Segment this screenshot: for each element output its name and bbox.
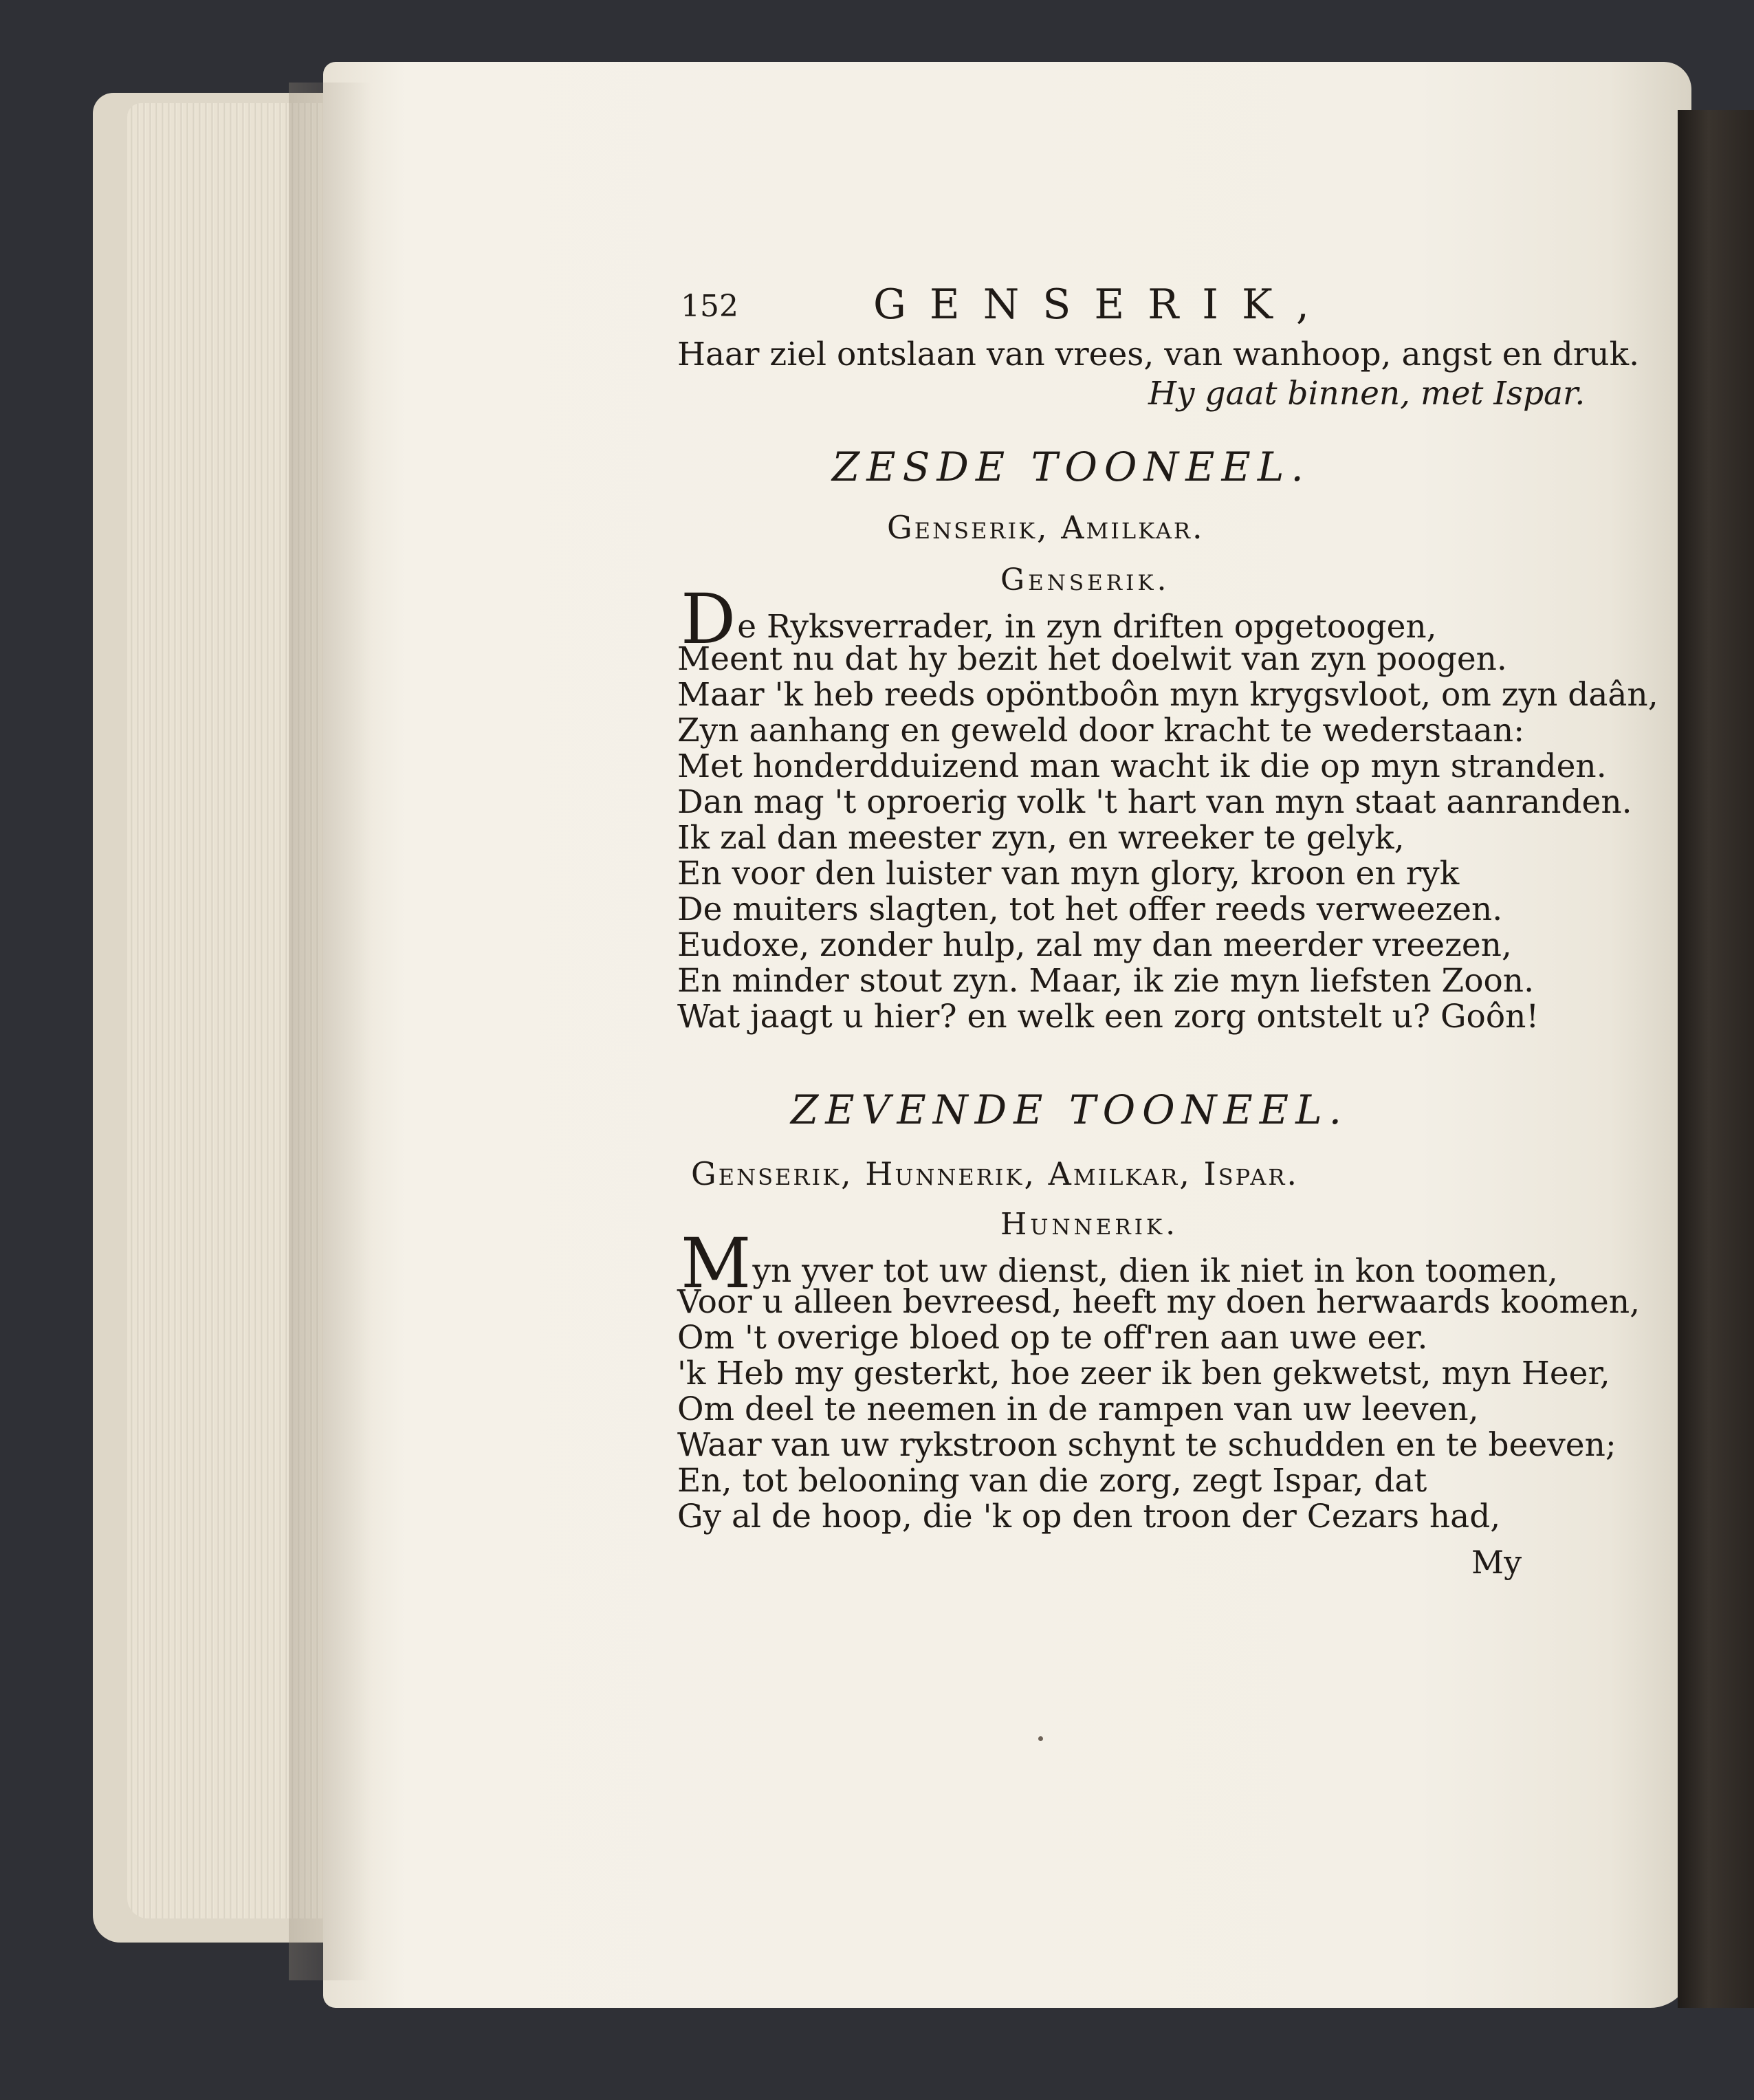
drop-cap: D [681, 579, 736, 659]
verse-line: Dan mag 't oproerig volk 't hart van myn staat aanranden. [677, 783, 1632, 821]
verse-line: Waar van uw rykstroon schynt te schudden en te beeven; [677, 1426, 1616, 1464]
verse-line: Haar ziel ontslaan van vrees, van wanhoop, angst en druk. [677, 336, 1640, 373]
verse-line: En, tot belooning van die zorg, zegt Ispar, dat [677, 1462, 1427, 1500]
verse-line: Om 't overige bloed op te off'ren aan uwe eer. [677, 1319, 1428, 1357]
page-number: 152 [681, 289, 738, 324]
verse-line: De muiters slagten, tot het offer reeds verweezen. [677, 890, 1503, 928]
verse-line: En minder stout zyn. Maar, ik zie myn liefsten Zoon. [677, 962, 1535, 1000]
running-head [681, 275, 1568, 330]
ink-spot [1038, 1736, 1043, 1741]
catchword: My [1471, 1544, 1522, 1581]
cast-list-7: Genserik, Hunnerik, Amilkar, Ispar. [691, 1155, 1300, 1192]
speaker-name: Genserik. [1000, 562, 1170, 598]
verse-line: En voor den luister van myn glory, kroon en ryk [677, 855, 1460, 893]
gutter-shadow [289, 83, 371, 1980]
verse-line: Voor u alleen bevreesd, heeft my doen herwaards koomen, [677, 1283, 1641, 1321]
verse-line: Gy al de hoop, die 'k op den troon der Cezars had, [677, 1498, 1501, 1535]
stage-direction: Hy gaat binnen, met Ispar. [1148, 375, 1586, 413]
cast-list-6: Genserik, Amilkar. [887, 509, 1205, 546]
speaker-name: Hunnerik. [1000, 1207, 1179, 1242]
running-title: GENSERIK, [873, 281, 1333, 329]
verse-line: Meent nu dat hy bezit het doelwit van zyn poogen. [677, 640, 1507, 678]
verse-line: Eudoxe, zonder hulp, zal my dan meerder vreezen, [677, 926, 1512, 964]
facing-page-edge [1678, 110, 1754, 2008]
verse-line-rest: e Ryksverrader, in zyn driften opgetoogen, [737, 608, 1437, 646]
verse-line-rest: yn yver tot uw dienst, dien ik niet in kon toomen, [752, 1252, 1558, 1290]
verse-line: Zyn aanhang en geweld door kracht te wederstaan: [677, 712, 1525, 750]
verse-line: Ik zal dan meester zyn, en wreeker te gelyk, [677, 819, 1405, 857]
verse-line: Maar 'k heb reeds opöntboôn myn krygsvloot, om zyn daân, [677, 676, 1658, 714]
verse-line: Om deel te neemen in de rampen van uw leeven, [677, 1390, 1479, 1428]
verse-line: Wat jaagt u hier? en welk een zorg ontstelt u? Goôn! [677, 998, 1539, 1036]
verse-line: Met honderdduizend man wacht ik die op myn stranden. [677, 747, 1607, 785]
verse-line: 'k Heb my gesterkt, hoe zeer ik ben gekwetst, myn Heer, [677, 1355, 1610, 1392]
drop-cap: M [681, 1223, 752, 1304]
scene-heading-6: ZESDE TOONEEL. [832, 444, 1311, 490]
scene-heading-7: ZEVENDE TOONEEL. [791, 1086, 1349, 1133]
